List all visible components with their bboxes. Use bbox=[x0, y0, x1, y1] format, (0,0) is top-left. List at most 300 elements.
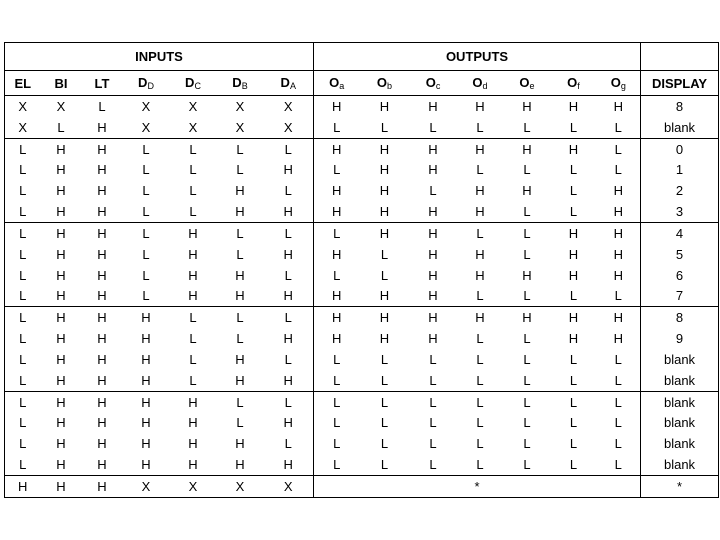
input-cell: L bbox=[123, 138, 170, 159]
output-cell: H bbox=[314, 307, 360, 328]
input-cell: H bbox=[188, 267, 198, 283]
output-cell: L bbox=[314, 370, 360, 391]
output-col-header-of-subscript: f bbox=[577, 81, 580, 91]
table-row bbox=[5, 476, 719, 498]
output-col-header-og-base: O bbox=[610, 75, 621, 90]
output-cell: H bbox=[613, 183, 623, 199]
output-col-header-od-base: O bbox=[472, 75, 483, 90]
input-cell: L bbox=[142, 204, 150, 220]
input-cell: H bbox=[141, 457, 151, 473]
display-cell: 3 bbox=[641, 201, 719, 222]
output-col-header-of bbox=[551, 71, 597, 96]
input-cell: X bbox=[123, 476, 170, 498]
output-cell-merged: * bbox=[314, 476, 641, 498]
display-cell: 4 bbox=[641, 223, 719, 244]
input-cell: L bbox=[284, 351, 292, 367]
output-cell: H bbox=[314, 96, 360, 117]
output-cell: L bbox=[523, 288, 531, 304]
output-cell: H bbox=[379, 162, 390, 178]
output-col-header-ob-subscript: b bbox=[387, 81, 393, 91]
output-cell: H bbox=[613, 246, 623, 262]
input-cell: L bbox=[19, 162, 27, 178]
output-cell: L bbox=[476, 372, 484, 388]
output-cell: L bbox=[429, 183, 437, 199]
output-cell: L bbox=[429, 119, 437, 135]
output-cell: H bbox=[428, 246, 438, 262]
input-cell: H bbox=[82, 391, 123, 412]
table-row bbox=[5, 160, 719, 181]
input-cell: H bbox=[235, 457, 245, 473]
table-row bbox=[5, 201, 719, 222]
output-cell: H bbox=[410, 223, 457, 244]
output-cell: H bbox=[568, 331, 579, 347]
input-cell: H bbox=[97, 457, 107, 473]
output-cell: H bbox=[475, 246, 485, 262]
table-body bbox=[5, 96, 719, 498]
input-cell: H bbox=[123, 391, 170, 412]
output-cell: L bbox=[614, 372, 622, 388]
input-cell: X bbox=[217, 476, 264, 498]
input-cell: L bbox=[236, 331, 244, 347]
input-cell: H bbox=[56, 267, 66, 283]
input-cell: H bbox=[56, 288, 66, 304]
outputs-group-header: OUTPUTS bbox=[314, 43, 641, 71]
display-cell: blank bbox=[641, 391, 719, 412]
input-cell: H bbox=[41, 476, 82, 498]
output-cell: H bbox=[613, 267, 623, 283]
output-cell: L bbox=[551, 391, 597, 412]
input-cell: H bbox=[283, 288, 293, 304]
output-cell: L bbox=[380, 372, 389, 388]
output-cell: L bbox=[569, 204, 578, 220]
display-cell: 8 bbox=[641, 96, 719, 117]
input-cell: L bbox=[19, 246, 27, 262]
output-cell: L bbox=[380, 119, 389, 135]
input-cell: H bbox=[141, 436, 151, 452]
display-cell: blank bbox=[641, 454, 719, 475]
output-cell: H bbox=[597, 223, 641, 244]
output-cell: H bbox=[379, 204, 390, 220]
input-cell: H bbox=[56, 372, 66, 388]
display-cell: 7 bbox=[641, 286, 719, 307]
input-cell: L bbox=[5, 223, 41, 244]
table-row bbox=[5, 117, 719, 138]
input-cell: H bbox=[97, 331, 107, 347]
input-cell: L bbox=[19, 204, 27, 220]
input-cell: H bbox=[235, 183, 245, 199]
input-cell: H bbox=[283, 204, 293, 220]
input-cell: H bbox=[97, 204, 107, 220]
input-cell: L bbox=[142, 246, 150, 262]
input-cell: H bbox=[188, 415, 198, 431]
input-col-header-dc bbox=[170, 71, 217, 96]
input-cell: H bbox=[82, 138, 123, 159]
output-cell: H bbox=[360, 223, 410, 244]
input-cell: H bbox=[82, 476, 123, 498]
table-row bbox=[5, 349, 719, 370]
input-cell: L bbox=[236, 415, 244, 431]
input-col-header-da-subscript: A bbox=[289, 81, 296, 91]
display-cell: blank bbox=[641, 433, 719, 454]
input-cell: H bbox=[56, 162, 66, 178]
input-cell: L bbox=[189, 162, 197, 178]
output-cell: H bbox=[360, 138, 410, 159]
table-row bbox=[5, 180, 719, 201]
input-cell: H bbox=[41, 307, 82, 328]
output-cell: H bbox=[551, 307, 597, 328]
input-cell: H bbox=[56, 415, 66, 431]
output-cell: L bbox=[314, 117, 360, 138]
output-cell: L bbox=[569, 288, 578, 304]
input-cell: H bbox=[97, 372, 107, 388]
input-cell: H bbox=[235, 351, 245, 367]
input-col-header-db-base: D bbox=[232, 75, 242, 90]
output-cell: L bbox=[523, 119, 531, 135]
output-cell: L bbox=[410, 391, 457, 412]
output-cell: H bbox=[410, 96, 457, 117]
output-cell: H bbox=[551, 138, 597, 159]
table-row bbox=[5, 391, 719, 412]
output-cell: L bbox=[569, 119, 578, 135]
output-cell: L bbox=[523, 436, 531, 452]
input-cell: X bbox=[170, 476, 217, 498]
output-cell: H bbox=[428, 331, 438, 347]
input-cell: L bbox=[19, 183, 27, 199]
output-cell: L bbox=[476, 436, 484, 452]
input-cell: H bbox=[141, 351, 151, 367]
output-cell: L bbox=[380, 457, 389, 473]
input-cell: L bbox=[170, 138, 217, 159]
input-col-header-bi bbox=[41, 71, 82, 96]
input-col-header-dd-subscript: D bbox=[147, 81, 154, 91]
input-cell: H bbox=[82, 223, 123, 244]
output-cell: H bbox=[551, 223, 597, 244]
input-cell: L bbox=[19, 415, 27, 431]
input-cell: X bbox=[141, 119, 151, 135]
input-cell: H bbox=[5, 476, 41, 498]
display-cell: 0 bbox=[641, 138, 719, 159]
table-row bbox=[5, 96, 719, 117]
input-cell: X bbox=[123, 96, 170, 117]
output-cell: H bbox=[360, 307, 410, 328]
output-cell: L bbox=[569, 351, 578, 367]
output-col-header-oa-subscript: a bbox=[339, 81, 345, 91]
input-cell: X bbox=[188, 119, 198, 135]
input-cell: L bbox=[236, 162, 244, 178]
output-cell: L bbox=[523, 351, 531, 367]
input-cell: H bbox=[56, 204, 66, 220]
display-cell: blank bbox=[641, 349, 719, 370]
output-cell: L bbox=[614, 119, 622, 135]
table-row bbox=[5, 286, 719, 307]
output-cell: L bbox=[523, 246, 531, 262]
input-cell: L bbox=[19, 267, 27, 283]
input-cell: H bbox=[283, 246, 293, 262]
input-cell: L bbox=[142, 183, 150, 199]
input-cell: L bbox=[19, 457, 27, 473]
output-cell: H bbox=[522, 267, 532, 283]
input-cell: H bbox=[235, 436, 245, 452]
input-cell: L bbox=[19, 436, 27, 452]
input-cell: L bbox=[19, 372, 27, 388]
table-row bbox=[5, 244, 719, 265]
output-col-header-oe-base: O bbox=[519, 75, 530, 90]
input-cell: H bbox=[41, 138, 82, 159]
input-col-header-dd bbox=[123, 71, 170, 96]
input-cell: H bbox=[170, 223, 217, 244]
output-cell: H bbox=[428, 162, 438, 178]
output-cell: L bbox=[597, 138, 641, 159]
output-cell: L bbox=[569, 372, 578, 388]
input-col-header-dc-base: D bbox=[185, 75, 195, 90]
input-cell: L bbox=[264, 391, 314, 412]
input-cell: H bbox=[283, 372, 293, 388]
output-cell: H bbox=[504, 96, 551, 117]
input-cell: H bbox=[141, 331, 151, 347]
input-col-header-lt-base: LT bbox=[94, 75, 110, 91]
display-cell: blank bbox=[641, 370, 719, 391]
input-cell: H bbox=[97, 119, 107, 135]
output-cell: L bbox=[614, 415, 622, 431]
output-col-header-of-base: O bbox=[567, 75, 578, 90]
input-cell: H bbox=[283, 162, 293, 178]
table-row bbox=[5, 413, 719, 434]
input-cell: X bbox=[18, 119, 28, 135]
output-cell: H bbox=[428, 267, 438, 283]
input-cell: H bbox=[97, 267, 107, 283]
input-cell: L bbox=[189, 372, 197, 388]
input-cell: X bbox=[283, 119, 293, 135]
output-cell: H bbox=[314, 180, 360, 201]
output-cell: L bbox=[523, 162, 531, 178]
input-cell: L bbox=[19, 351, 27, 367]
output-cell: H bbox=[568, 246, 579, 262]
input-cell: L bbox=[123, 223, 170, 244]
output-col-header-od-subscript: d bbox=[482, 81, 488, 91]
input-col-header-db bbox=[217, 71, 264, 96]
output-cell: L bbox=[314, 265, 360, 286]
output-cell: H bbox=[504, 307, 551, 328]
output-col-header-ob-base: O bbox=[376, 75, 388, 90]
input-col-header-da bbox=[264, 71, 314, 96]
output-col-header-oe-subscript: e bbox=[529, 81, 535, 91]
output-cell: L bbox=[380, 415, 389, 431]
output-cell: H bbox=[504, 138, 551, 159]
input-col-header-da-base: D bbox=[280, 75, 290, 90]
input-cell: X bbox=[217, 96, 264, 117]
table-row bbox=[5, 433, 719, 454]
input-cell: L bbox=[217, 391, 264, 412]
input-cell: H bbox=[56, 331, 66, 347]
output-cell: L bbox=[476, 331, 484, 347]
table-row bbox=[5, 223, 719, 244]
output-cell: H bbox=[410, 307, 457, 328]
input-cell: L bbox=[264, 138, 314, 159]
input-cell: H bbox=[56, 351, 66, 367]
output-cell: L bbox=[476, 457, 484, 473]
output-cell: H bbox=[597, 307, 641, 328]
input-cell: L bbox=[189, 331, 197, 347]
table-row bbox=[5, 454, 719, 475]
output-cell: L bbox=[314, 391, 360, 412]
output-cell: L bbox=[476, 162, 484, 178]
input-cell: X bbox=[170, 96, 217, 117]
output-cell: H bbox=[568, 267, 579, 283]
output-col-header-oc-base: O bbox=[425, 75, 436, 90]
output-cell: L bbox=[314, 413, 360, 434]
input-cell: H bbox=[235, 288, 245, 304]
input-cell: H bbox=[82, 307, 123, 328]
output-cell: L bbox=[314, 454, 360, 475]
input-cell: L bbox=[170, 307, 217, 328]
input-col-header-bi-base: BI bbox=[54, 75, 68, 91]
output-cell: L bbox=[614, 162, 622, 178]
input-cell: H bbox=[97, 183, 107, 199]
input-cell: L bbox=[264, 223, 314, 244]
output-cell: H bbox=[314, 138, 360, 159]
output-cell: L bbox=[360, 391, 410, 412]
display-cell: blank bbox=[641, 117, 719, 138]
output-cell: H bbox=[475, 183, 485, 199]
input-col-header-dd-base: D bbox=[138, 75, 148, 90]
input-cell: L bbox=[142, 288, 150, 304]
output-cell: L bbox=[314, 223, 360, 244]
output-cell: L bbox=[614, 288, 622, 304]
input-cell: L bbox=[142, 162, 150, 178]
input-cell: H bbox=[41, 223, 82, 244]
input-cell: L bbox=[19, 331, 27, 347]
input-cell: H bbox=[97, 162, 107, 178]
input-cell: H bbox=[283, 331, 293, 347]
output-cell: H bbox=[475, 267, 485, 283]
input-col-header-dc-subscript: C bbox=[194, 81, 201, 91]
input-cell: X bbox=[235, 119, 245, 135]
output-cell: L bbox=[314, 160, 360, 181]
input-cell: H bbox=[56, 246, 66, 262]
input-cell: L bbox=[264, 307, 314, 328]
output-cell: L bbox=[429, 436, 437, 452]
input-cell: L bbox=[5, 138, 41, 159]
output-cell: L bbox=[476, 119, 484, 135]
input-cell: H bbox=[141, 415, 151, 431]
output-cell: L bbox=[504, 391, 551, 412]
display-cell: 8 bbox=[641, 307, 719, 328]
output-cell: L bbox=[476, 415, 484, 431]
input-cell: H bbox=[41, 391, 82, 412]
table-row bbox=[5, 265, 719, 286]
output-col-header-og bbox=[597, 71, 641, 96]
input-cell: H bbox=[235, 204, 245, 220]
input-cell: H bbox=[97, 246, 107, 262]
input-cell: H bbox=[123, 307, 170, 328]
output-cell: L bbox=[314, 433, 360, 454]
input-cell: L bbox=[217, 307, 264, 328]
display-cell: * bbox=[641, 476, 719, 498]
input-cell: X bbox=[5, 96, 41, 117]
input-cell: L bbox=[82, 96, 123, 117]
output-cell: H bbox=[410, 138, 457, 159]
input-cell: X bbox=[41, 96, 82, 117]
output-cell: L bbox=[314, 349, 360, 370]
input-col-header-el bbox=[5, 71, 41, 96]
inputs-group-header: INPUTS bbox=[5, 43, 314, 71]
output-cell: H bbox=[314, 328, 360, 349]
input-cell: L bbox=[19, 288, 27, 304]
output-cell: H bbox=[457, 307, 504, 328]
output-cell: H bbox=[360, 96, 410, 117]
group-header-row bbox=[5, 43, 719, 71]
input-cell: H bbox=[97, 351, 107, 367]
output-col-header-oc bbox=[410, 71, 457, 96]
output-cell: L bbox=[569, 162, 578, 178]
input-cell: L bbox=[217, 223, 264, 244]
display-cell: 2 bbox=[641, 180, 719, 201]
input-cell: H bbox=[283, 457, 293, 473]
output-cell: L bbox=[597, 391, 641, 412]
output-cell: L bbox=[429, 415, 437, 431]
input-cell: L bbox=[236, 246, 244, 262]
table-row bbox=[5, 370, 719, 391]
input-cell: L bbox=[142, 267, 150, 283]
input-cell: H bbox=[235, 372, 245, 388]
input-cell: L bbox=[284, 183, 292, 199]
output-col-header-oe bbox=[504, 71, 551, 96]
display-cell: 9 bbox=[641, 328, 719, 349]
output-cell: L bbox=[569, 183, 578, 199]
input-cell: L bbox=[5, 391, 41, 412]
output-cell: H bbox=[522, 183, 532, 199]
display-cell: 1 bbox=[641, 160, 719, 181]
input-cell: H bbox=[188, 436, 198, 452]
table-row bbox=[5, 138, 719, 159]
column-header-row bbox=[5, 71, 719, 96]
display-col-header: DISPLAY bbox=[641, 71, 719, 96]
display-cell: 5 bbox=[641, 244, 719, 265]
output-cell: L bbox=[504, 223, 551, 244]
output-cell: L bbox=[569, 415, 578, 431]
output-cell: L bbox=[523, 457, 531, 473]
input-cell: H bbox=[235, 267, 245, 283]
output-cell: H bbox=[314, 201, 360, 222]
output-cell: L bbox=[429, 457, 437, 473]
input-cell: L bbox=[57, 119, 65, 135]
output-cell: L bbox=[523, 331, 531, 347]
input-cell: H bbox=[188, 246, 198, 262]
output-cell: L bbox=[614, 457, 622, 473]
output-col-header-oa bbox=[314, 71, 360, 96]
input-col-header-lt bbox=[82, 71, 123, 96]
output-cell: H bbox=[379, 331, 390, 347]
input-cell: H bbox=[283, 415, 293, 431]
output-col-header-od bbox=[457, 71, 504, 96]
output-cell: L bbox=[380, 351, 389, 367]
output-cell: L bbox=[569, 457, 578, 473]
output-cell: L bbox=[523, 372, 531, 388]
output-cell: L bbox=[380, 267, 389, 283]
input-cell: L bbox=[217, 138, 264, 159]
output-cell: H bbox=[314, 286, 360, 307]
output-cell: H bbox=[457, 96, 504, 117]
input-cell: X bbox=[264, 96, 314, 117]
input-cell: L bbox=[189, 183, 197, 199]
output-cell: L bbox=[569, 436, 578, 452]
output-cell: H bbox=[613, 331, 623, 347]
output-cell: H bbox=[597, 96, 641, 117]
input-cell: H bbox=[188, 457, 198, 473]
output-cell: H bbox=[613, 204, 623, 220]
table-row bbox=[5, 307, 719, 328]
input-cell: H bbox=[56, 436, 66, 452]
